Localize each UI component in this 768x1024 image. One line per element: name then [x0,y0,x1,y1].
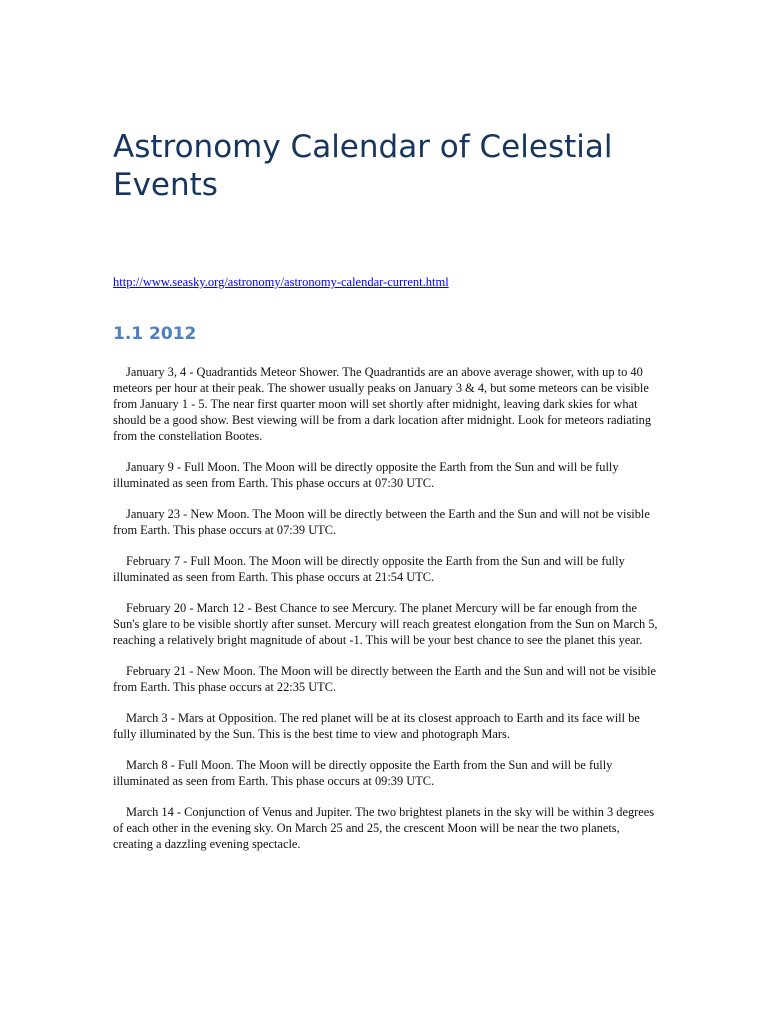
event-list [113,364,658,867]
event-paragraph: January 9 - Full Moon. The Moon will be directly opposite the Earth from the Sun and will be fully illuminated as seen from Earth. This phase occurs at 07:30 UTC. [113,460,619,490]
event-paragraph: February 21 - New Moon. The Moon will be directly between the Earth and the Sun and will not be visible from Earth. This phase occurs at 22:35 UTC. [113,664,657,694]
event-paragraph: January 23 - New Moon. The Moon will be directly between the Earth and the Sun and will not be visible from Earth. This phase occurs at 07:39 UTC. [113,507,650,537]
event-paragraph: January 3, 4 - Quadrantids Meteor Shower. The Quadrantids are an above average shower, with up to 40 meteors per hour at their peak. The shower usually peaks on January 3 & 4, but some meteors can be visible from January 1 - 5. The near first quarter moon will set shortly after midnight, leaving dark skies for what should be a good show. Best viewing will be from a dark location after midnight. Look for meteors radiating from the constellation Bootes. [113,365,652,443]
event-paragraph: March 14 - Conjunction of Venus and Jupiter. The two brightest planets in the sky will be within 3 degrees of each other in the evening sky. On March 25 and 25, the crescent Moon will be near the two planets, creating a dazzling evening spectacle. [113,805,655,851]
event-paragraph: February 20 - March 12 - Best Chance to see Mercury. The planet Mercury will be far enough from the Sun's glare to be visible shortly after sunset. Mercury will reach greatest elongation from the Sun on March 5, reaching a relatively bright magnitude of about -1. This will be your best chance to see the planet this year. [113,601,658,647]
source-url-link[interactable]: http://www.seasky.org/astronomy/astronomy-calendar-current.html [113,275,449,289]
section-heading-2012: 1.1 2012 [113,324,197,344]
event-paragraph: February 7 - Full Moon. The Moon will be directly opposite the Earth from the Sun and will be fully illuminated as seen from Earth. This phase occurs at 21:54 UTC. [113,554,625,584]
document-title: Astronomy Calendar of Celestial Events [113,129,613,203]
event-paragraph: March 3 - Mars at Opposition. The red planet will be at its closest approach to Earth and its face will be fully illuminated by the Sun. This is the best time to view and photograph Mars. [113,711,640,741]
event-paragraph: March 8 - Full Moon. The Moon will be directly opposite the Earth from the Sun and will be fully illuminated as seen from Earth. This phase occurs at 09:39 UTC. [113,758,613,788]
